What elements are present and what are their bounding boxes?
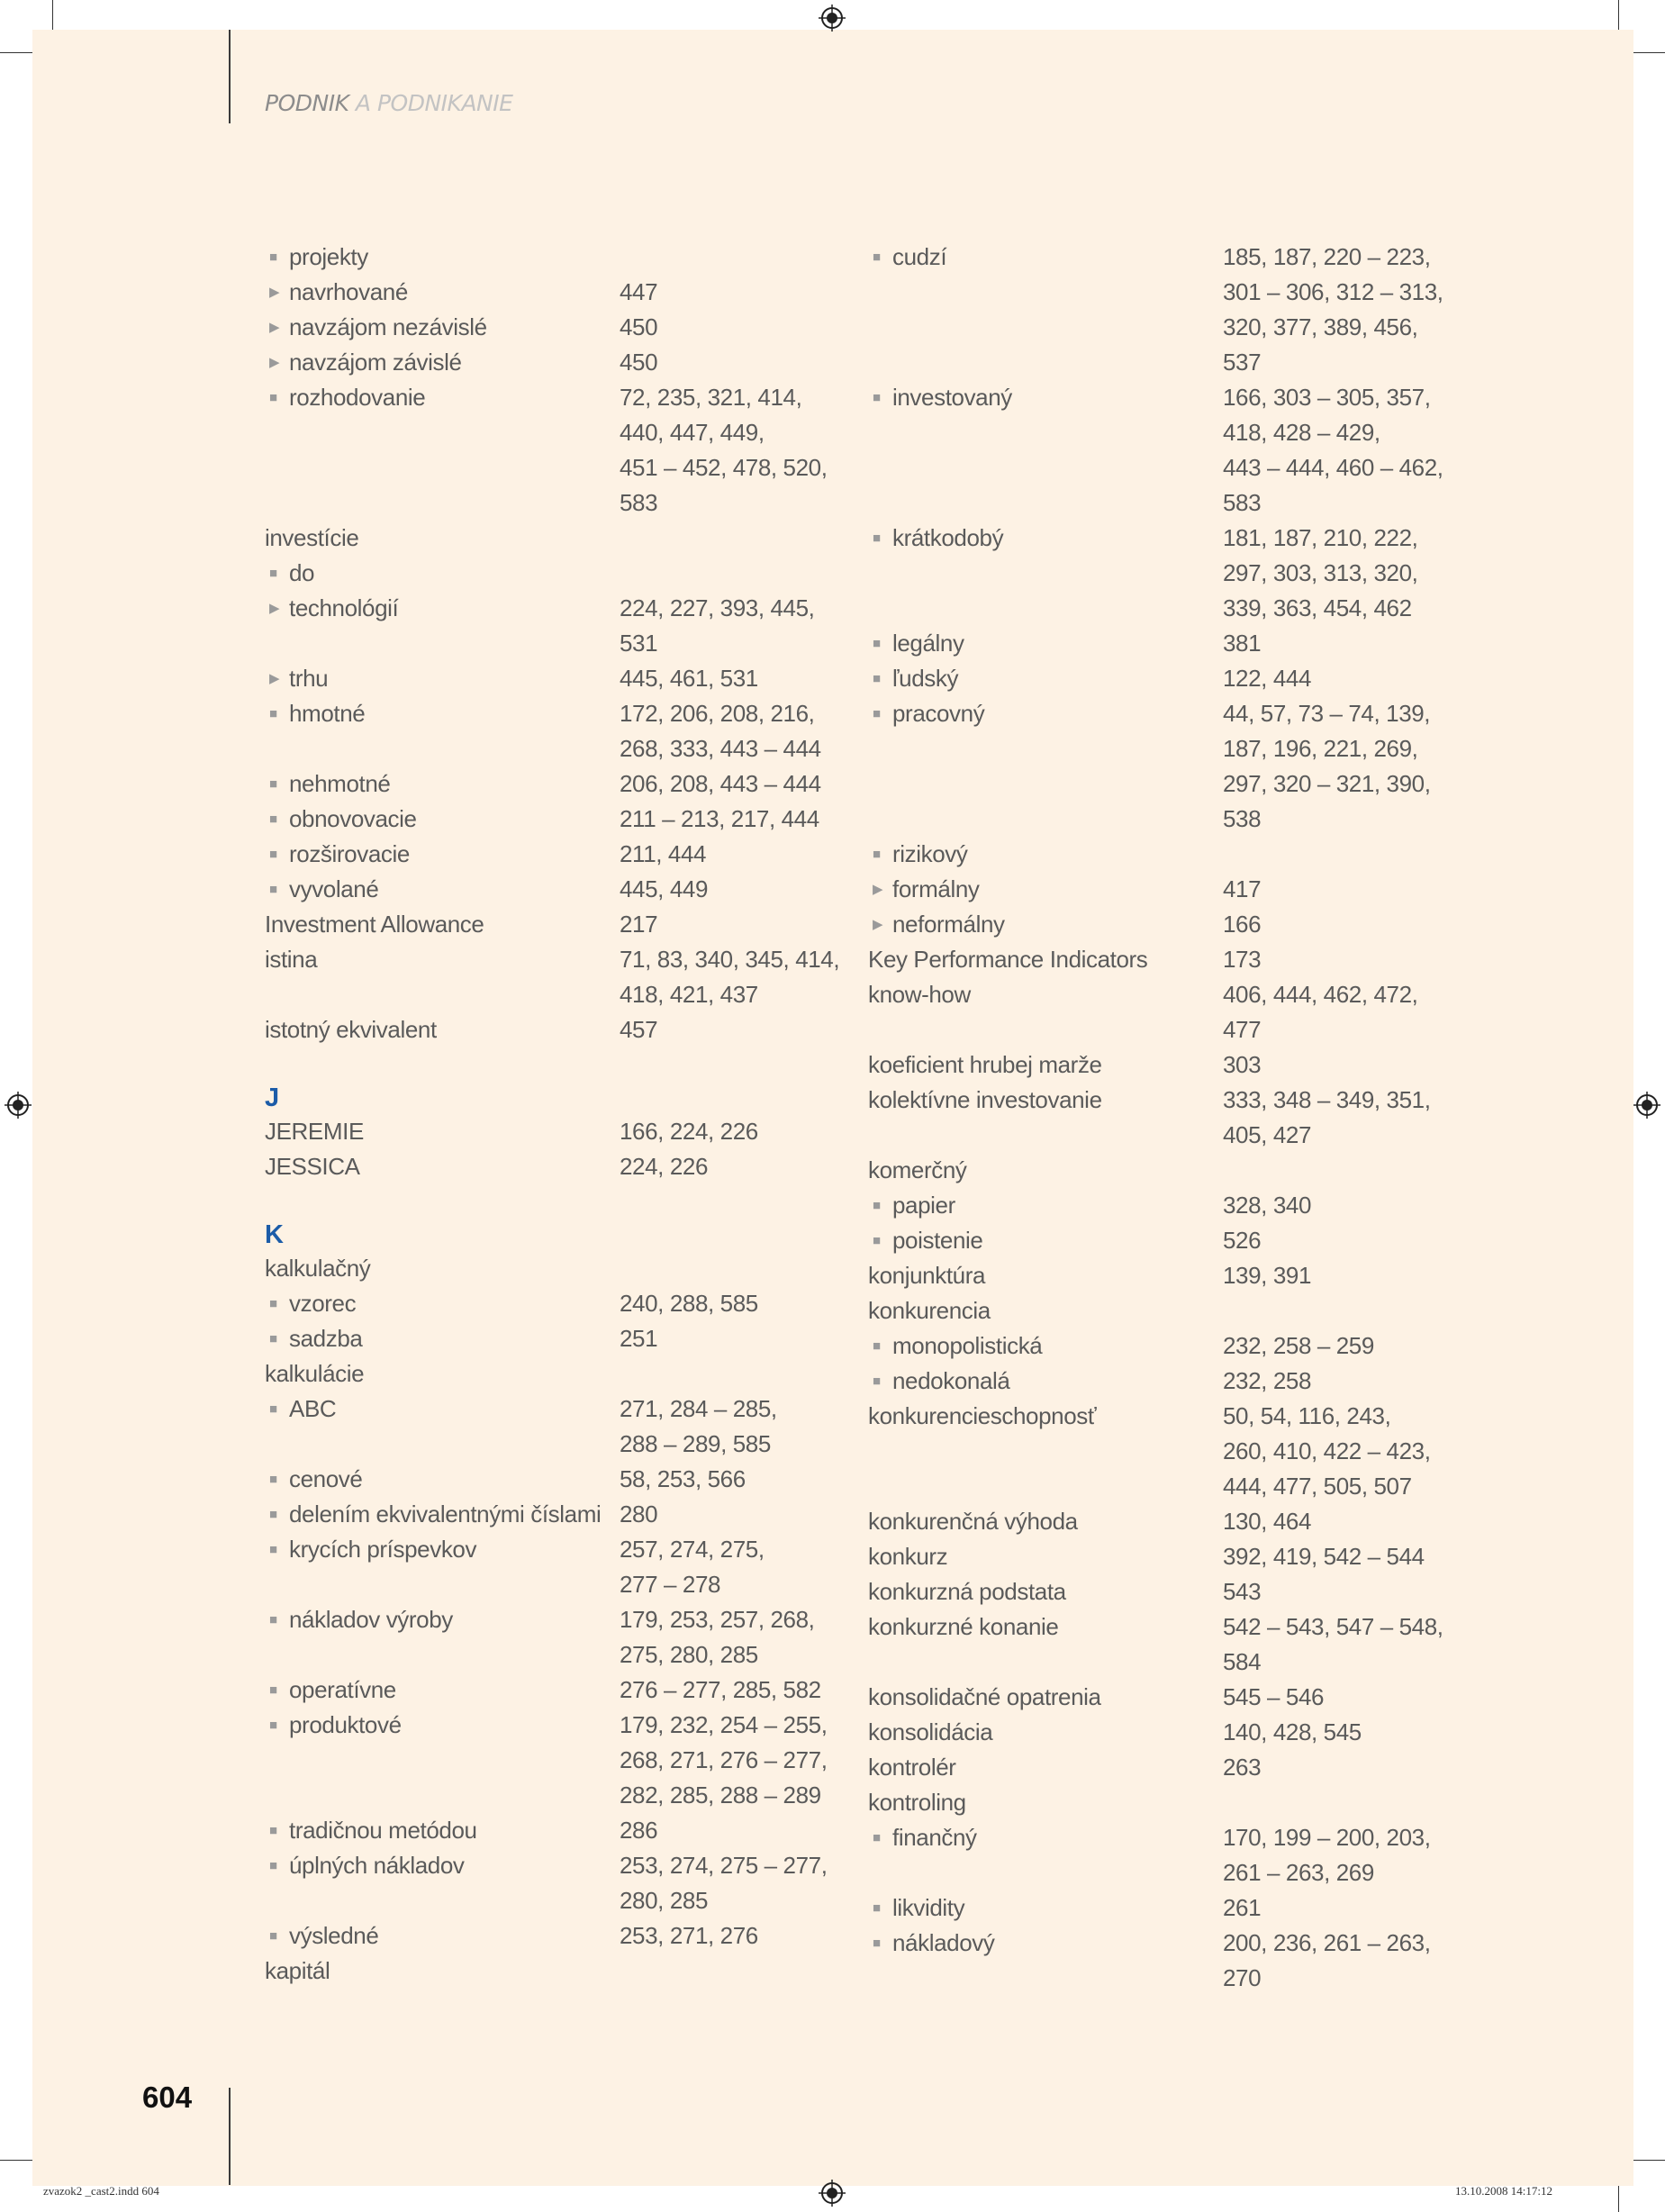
index-term — [868, 1258, 985, 1293]
index-term-text: kontrolér — [868, 1754, 956, 1781]
crop-mark — [1629, 52, 1665, 53]
index-letter-heading: J — [265, 1083, 279, 1112]
square-bullet-icon: ■ — [269, 1296, 277, 1311]
index-term-text: navzájom nezávislé — [289, 313, 487, 340]
index-term-text: do — [289, 559, 315, 586]
triangle-bullet-icon: ▶ — [269, 355, 280, 370]
square-bullet-icon: ■ — [873, 636, 881, 651]
index-page-refs: 583 — [1223, 489, 1262, 516]
index-page-refs: 275, 280, 285 — [620, 1641, 758, 1668]
index-term — [265, 521, 358, 556]
index-page-refs: 477 — [1223, 1016, 1262, 1043]
index-term-text: investovaný — [892, 384, 1012, 411]
index-page-refs: 277 – 278 — [620, 1571, 721, 1598]
index-term — [873, 837, 968, 872]
index-term — [269, 802, 417, 837]
index-page-refs: 286 — [620, 1817, 658, 1844]
index-term-text: konsolidačné opatrenia — [868, 1683, 1101, 1710]
index-term — [269, 872, 379, 907]
index-term-text: investície — [265, 524, 359, 551]
index-page-refs: 50, 54, 116, 243, — [1223, 1402, 1391, 1429]
index-term-text: likvidity — [892, 1894, 965, 1921]
square-bullet-icon: ■ — [269, 566, 277, 581]
index-term — [873, 661, 959, 696]
index-page-refs: 217 — [620, 911, 658, 938]
index-term-text: know-how — [868, 981, 971, 1008]
square-bullet-icon: ■ — [873, 1900, 881, 1916]
index-term — [269, 380, 426, 415]
index-term-text: kapitál — [265, 1957, 330, 1984]
index-term-text: cenové — [289, 1465, 363, 1492]
registration-mark-icon — [819, 2180, 846, 2207]
index-term-text: vzorec — [289, 1290, 357, 1317]
index-page-refs: 260, 410, 422 – 423, — [1223, 1437, 1431, 1464]
index-term — [873, 626, 964, 661]
index-term-text: finančný — [892, 1824, 977, 1851]
index-term-text: kalkulačný — [265, 1255, 371, 1282]
index-term — [868, 1504, 1078, 1539]
index-page-refs: 206, 208, 443 – 444 — [620, 770, 821, 797]
index-term — [269, 1462, 363, 1497]
index-term-text: konkurenčná výhoda — [868, 1508, 1078, 1535]
index-term-text: projekty — [289, 243, 368, 270]
index-term-text: Key Performance Indicators — [868, 946, 1148, 973]
square-bullet-icon: ■ — [873, 1338, 881, 1354]
registration-mark-icon — [819, 5, 846, 32]
index-term-text: konkurz — [868, 1543, 948, 1570]
footer-rule — [229, 2088, 231, 2185]
index-page-refs: 268, 333, 443 – 444 — [620, 735, 821, 762]
index-page-refs: 211 – 213, 217, 444 — [620, 805, 819, 832]
crop-mark — [1629, 2160, 1665, 2161]
index-term — [868, 1609, 1058, 1645]
index-term-text: koeficient hrubej marže — [868, 1051, 1102, 1078]
index-term — [868, 1153, 967, 1188]
index-term — [868, 1750, 956, 1785]
index-page-refs: 130, 464 — [1223, 1508, 1312, 1535]
index-term — [269, 1708, 402, 1743]
index-page-refs: 537 — [1223, 349, 1262, 376]
index-term-text: nehmotné — [289, 770, 391, 797]
index-page-refs: 538 — [1223, 805, 1262, 832]
index-term-text: nákladov výroby — [289, 1606, 453, 1633]
index-term-text: krátkodobý — [892, 524, 1004, 551]
square-bullet-icon: ■ — [269, 1542, 277, 1557]
index-term — [269, 556, 315, 591]
index-term — [868, 1399, 1096, 1434]
index-term — [269, 1497, 602, 1532]
index-term-text: úplných nákladov — [289, 1852, 465, 1879]
index-page-refs: 381 — [1223, 630, 1262, 657]
index-page-refs: 271, 284 – 285, — [620, 1395, 777, 1422]
index-page-refs: 276 – 277, 285, 582 — [620, 1676, 821, 1703]
index-term — [868, 1574, 1066, 1609]
index-page-refs: 328, 340 — [1223, 1192, 1312, 1219]
index-term — [269, 1673, 396, 1708]
index-page-refs: 211, 444 — [620, 840, 707, 867]
index-page-refs: 450 — [620, 313, 658, 340]
index-page-refs: 200, 236, 261 – 263, — [1223, 1929, 1431, 1956]
print-slug-file: zvazok2 _cast2.indd 604 — [43, 2184, 159, 2198]
index-page-refs: 44, 57, 73 – 74, 139, — [1223, 700, 1431, 727]
square-bullet-icon: ■ — [269, 1612, 277, 1627]
index-page-refs: 185, 187, 220 – 223, — [1223, 243, 1431, 270]
index-term — [265, 1356, 364, 1392]
crop-mark — [0, 52, 36, 53]
index-term — [873, 240, 947, 275]
index-page-refs: 240, 288, 585 — [620, 1290, 758, 1317]
index-term-text: kolektívne investovanie — [868, 1086, 1102, 1113]
index-term — [873, 1926, 995, 1961]
index-term — [265, 1149, 360, 1184]
index-term-text: operatívne — [289, 1676, 396, 1703]
index-term — [873, 696, 985, 731]
square-bullet-icon: ■ — [269, 882, 277, 897]
index-term — [269, 275, 408, 310]
registration-mark-icon — [5, 1092, 32, 1119]
index-term-text: cudzí — [892, 243, 947, 270]
index-page-refs: 444, 477, 505, 507 — [1223, 1473, 1412, 1500]
square-bullet-icon: ■ — [269, 1401, 277, 1417]
index-page-refs: 179, 253, 257, 268, — [620, 1606, 815, 1633]
index-term-text: konkurzné konanie — [868, 1613, 1059, 1640]
crop-mark — [0, 2160, 36, 2161]
triangle-bullet-icon: ▶ — [873, 917, 883, 932]
index-page-refs: 531 — [620, 630, 658, 657]
index-page-refs: 170, 199 – 200, 203, — [1223, 1824, 1431, 1851]
index-page-refs: 263 — [1223, 1754, 1262, 1781]
index-term — [265, 1251, 370, 1286]
square-bullet-icon: ■ — [873, 530, 881, 546]
index-term-text: neformálny — [892, 911, 1005, 938]
index-term-text: rozširovacie — [289, 840, 410, 867]
index-page-refs: 450 — [620, 349, 658, 376]
triangle-bullet-icon: ▶ — [873, 882, 883, 897]
page-number: 604 — [142, 2081, 193, 2114]
index-page-refs: 261 – 263, 269 — [1223, 1859, 1374, 1886]
index-term-text: kontroling — [868, 1789, 966, 1816]
index-term — [269, 240, 368, 275]
triangle-bullet-icon: ▶ — [269, 285, 280, 300]
index-letter-heading: K — [265, 1220, 284, 1249]
index-term — [269, 1848, 465, 1883]
square-bullet-icon: ■ — [269, 847, 277, 862]
index-term-text: nedokonalá — [892, 1367, 1010, 1394]
index-page-refs: 543 — [1223, 1578, 1262, 1605]
index-term-text: kalkulácie — [265, 1360, 365, 1387]
index-page-refs: 166, 303 – 305, 357, — [1223, 384, 1431, 411]
index-term — [873, 1328, 1043, 1364]
index-term-text: výsledné — [289, 1922, 379, 1949]
index-page-refs: 181, 187, 210, 222, — [1223, 524, 1418, 551]
square-bullet-icon: ■ — [873, 706, 881, 721]
header-title-rest: A PODNIKANIE — [348, 90, 513, 116]
index-term — [265, 1954, 330, 1989]
index-page-refs: 187, 196, 221, 269, — [1223, 735, 1418, 762]
index-term-text: formálny — [892, 875, 980, 902]
index-page-refs: 451 – 452, 478, 520, — [620, 454, 828, 481]
index-term-text: vyvolané — [289, 875, 379, 902]
index-term-text: konkurzná podstata — [868, 1578, 1066, 1605]
index-term — [269, 1918, 379, 1954]
registration-mark-icon — [1633, 1092, 1660, 1119]
triangle-bullet-icon: ▶ — [269, 320, 280, 335]
index-term-text: tradičnou metódou — [289, 1817, 477, 1844]
square-bullet-icon: ■ — [873, 1373, 881, 1389]
index-term — [269, 310, 487, 345]
index-term-text: rozhodovanie — [289, 384, 426, 411]
index-page-refs: 268, 271, 276 – 277, — [620, 1746, 828, 1773]
index-page-refs: 303 — [1223, 1051, 1262, 1078]
running-header — [265, 90, 512, 116]
square-bullet-icon: ■ — [269, 1928, 277, 1944]
index-page-refs: 232, 258 – 259 — [1223, 1332, 1374, 1359]
index-page-refs: 445, 461, 531 — [620, 665, 758, 692]
index-term-text: Investment Allowance — [265, 911, 484, 938]
index-term-text: konsolidácia — [868, 1718, 993, 1745]
index-page-refs: 542 – 543, 547 – 548, — [1223, 1613, 1443, 1640]
index-page-refs: 270 — [1223, 1964, 1262, 1991]
index-term-text: delením ekvivalentnými číslami — [289, 1500, 602, 1528]
index-page-refs: 443 – 444, 460 – 462, — [1223, 454, 1443, 481]
index-page-refs: 417 — [1223, 875, 1262, 902]
index-term — [265, 942, 317, 977]
index-term — [868, 1293, 991, 1328]
index-page-refs: 339, 363, 454, 462 — [1223, 594, 1412, 621]
index-page-refs: 288 – 289, 585 — [620, 1430, 771, 1457]
index-page-refs: 405, 427 — [1223, 1121, 1312, 1148]
index-page-refs: 253, 274, 275 – 277, — [620, 1852, 828, 1879]
index-term-text: ľudský — [892, 665, 959, 692]
index-term — [868, 1715, 992, 1750]
square-bullet-icon: ■ — [873, 1198, 881, 1213]
index-term-text: rizikový — [892, 840, 968, 867]
square-bullet-icon: ■ — [873, 249, 881, 265]
index-term-text: komerčný — [868, 1156, 967, 1183]
index-term — [269, 766, 391, 802]
index-term — [269, 837, 410, 872]
index-term-text: poistenie — [892, 1227, 983, 1254]
index-term — [873, 907, 1005, 942]
header-title-bold: PODNIK — [265, 90, 349, 116]
index-page-refs: 224, 226 — [620, 1153, 709, 1180]
index-page-refs: 140, 428, 545 — [1223, 1718, 1362, 1745]
index-term — [868, 1785, 966, 1820]
index-page-refs: 257, 274, 275, — [620, 1536, 765, 1563]
square-bullet-icon: ■ — [269, 811, 277, 827]
triangle-bullet-icon: ▶ — [269, 601, 280, 616]
index-term — [269, 1532, 477, 1567]
index-term-text: sadzba — [289, 1325, 363, 1352]
index-term-text: produktové — [289, 1711, 402, 1738]
square-bullet-icon: ■ — [269, 706, 277, 721]
square-bullet-icon: ■ — [873, 390, 881, 405]
index-term — [269, 1286, 357, 1321]
index-term — [873, 1820, 977, 1855]
index-page-refs: 445, 449 — [620, 875, 709, 902]
index-term — [873, 1188, 955, 1223]
index-term — [868, 1047, 1102, 1083]
index-page-refs: 173 — [1223, 946, 1262, 973]
index-page-refs: 179, 232, 254 – 255, — [620, 1711, 828, 1738]
index-term-text: monopolistická — [892, 1332, 1043, 1359]
index-page-refs: 447 — [620, 278, 658, 305]
index-page-refs: 584 — [1223, 1648, 1262, 1675]
index-page-refs: 280 — [620, 1500, 658, 1528]
index-term-text: nákladový — [892, 1929, 995, 1956]
index-term — [873, 521, 1004, 556]
index-term — [868, 977, 971, 1012]
square-bullet-icon: ■ — [269, 1507, 277, 1522]
index-term — [873, 1364, 1010, 1399]
index-page-refs: 418, 428 – 429, — [1223, 419, 1380, 446]
index-term — [873, 1890, 965, 1926]
index-page-refs: 280, 285 — [620, 1887, 709, 1914]
print-slug-date: 13.10.2008 14:17:12 — [1455, 2184, 1552, 2198]
index-term-text: konkurencieschopnosť — [868, 1402, 1097, 1429]
index-term-text: krycích príspevkov — [289, 1536, 477, 1563]
index-page-refs: 172, 206, 208, 216, — [620, 700, 815, 727]
index-term — [269, 1321, 363, 1356]
index-page-refs: 251 — [620, 1325, 658, 1352]
index-page-refs: 406, 444, 462, 472, — [1223, 981, 1418, 1008]
index-term-text: istotný ekvivalent — [265, 1016, 437, 1043]
index-term-text: hmotné — [289, 700, 366, 727]
index-page-refs: 232, 258 — [1223, 1367, 1312, 1394]
index-term — [868, 1539, 947, 1574]
index-page-refs: 139, 391 — [1223, 1262, 1312, 1289]
square-bullet-icon: ■ — [269, 1682, 277, 1698]
index-term — [269, 1602, 453, 1637]
index-page-refs: 72, 235, 321, 414, — [620, 384, 802, 411]
index-page-refs: 333, 348 – 349, 351, — [1223, 1086, 1431, 1113]
square-bullet-icon: ■ — [873, 847, 881, 862]
index-term-text: legálny — [892, 630, 964, 657]
index-term — [269, 591, 399, 626]
index-page-refs: 297, 320 – 321, 390, — [1223, 770, 1431, 797]
index-term-text: obnovovacie — [289, 805, 417, 832]
index-page-refs: 440, 447, 449, — [620, 419, 765, 446]
index-term-text: ABC — [289, 1395, 337, 1422]
index-term — [868, 942, 1147, 977]
index-term-text: papier — [892, 1192, 955, 1219]
index-page-refs: 166 — [1223, 911, 1262, 938]
square-bullet-icon: ■ — [269, 776, 277, 792]
index-term-text: technológií — [289, 594, 399, 621]
index-page-refs: 224, 227, 393, 445, — [620, 594, 815, 621]
index-page-refs: 392, 419, 542 – 544 — [1223, 1543, 1425, 1570]
index-page-refs: 261 — [1223, 1894, 1262, 1921]
square-bullet-icon: ■ — [269, 390, 277, 405]
index-page-refs: 122, 444 — [1223, 665, 1312, 692]
index-term — [265, 1012, 437, 1047]
square-bullet-icon: ■ — [269, 1331, 277, 1346]
index-term — [269, 345, 462, 380]
triangle-bullet-icon: ▶ — [269, 671, 280, 686]
index-term-text: JESSICA — [265, 1153, 360, 1180]
square-bullet-icon: ■ — [269, 249, 277, 265]
index-term — [868, 1083, 1102, 1118]
index-term-text: konjunktúra — [868, 1262, 986, 1289]
index-term — [873, 872, 980, 907]
index-term — [269, 696, 366, 731]
index-page-refs: 253, 271, 276 — [620, 1922, 758, 1949]
index-term-text: JEREMIE — [265, 1118, 364, 1145]
index-term-text: pracovný — [892, 700, 985, 727]
index-term-text: navzájom závislé — [289, 349, 462, 376]
index-page-refs: 297, 303, 313, 320, — [1223, 559, 1418, 586]
index-page-refs: 166, 224, 226 — [620, 1118, 758, 1145]
square-bullet-icon: ■ — [269, 1858, 277, 1873]
index-term — [873, 1223, 983, 1258]
index-term-text: istina — [265, 946, 318, 973]
index-page-refs: 58, 253, 566 — [620, 1465, 746, 1492]
index-term — [868, 1680, 1101, 1715]
header-rule — [229, 30, 231, 123]
index-term — [269, 1813, 477, 1848]
square-bullet-icon: ■ — [873, 1233, 881, 1248]
index-page-refs: 71, 83, 340, 345, 414, — [620, 946, 840, 973]
index-page-refs: 545 – 546 — [1223, 1683, 1325, 1710]
index-page-refs: 457 — [620, 1016, 658, 1043]
index-page-refs: 583 — [620, 489, 658, 516]
square-bullet-icon: ■ — [873, 671, 881, 686]
index-page-refs: 320, 377, 389, 456, — [1223, 313, 1418, 340]
index-term-text: konkurencia — [868, 1297, 991, 1324]
index-page-refs: 301 – 306, 312 – 313, — [1223, 278, 1443, 305]
index-page-refs: 526 — [1223, 1227, 1262, 1254]
index-term — [265, 907, 484, 942]
index-term — [265, 1114, 364, 1149]
square-bullet-icon: ■ — [269, 1472, 277, 1487]
square-bullet-icon: ■ — [873, 1936, 881, 1951]
index-term — [269, 1392, 337, 1427]
square-bullet-icon: ■ — [873, 1830, 881, 1845]
square-bullet-icon: ■ — [269, 1823, 277, 1838]
index-term — [873, 380, 1012, 415]
index-term-text: trhu — [289, 665, 329, 692]
index-term-text: navrhované — [289, 278, 408, 305]
index-term — [269, 661, 329, 696]
square-bullet-icon: ■ — [269, 1718, 277, 1733]
index-page-refs: 282, 285, 288 – 289 — [620, 1781, 821, 1809]
index-page-refs: 418, 421, 437 — [620, 981, 758, 1008]
